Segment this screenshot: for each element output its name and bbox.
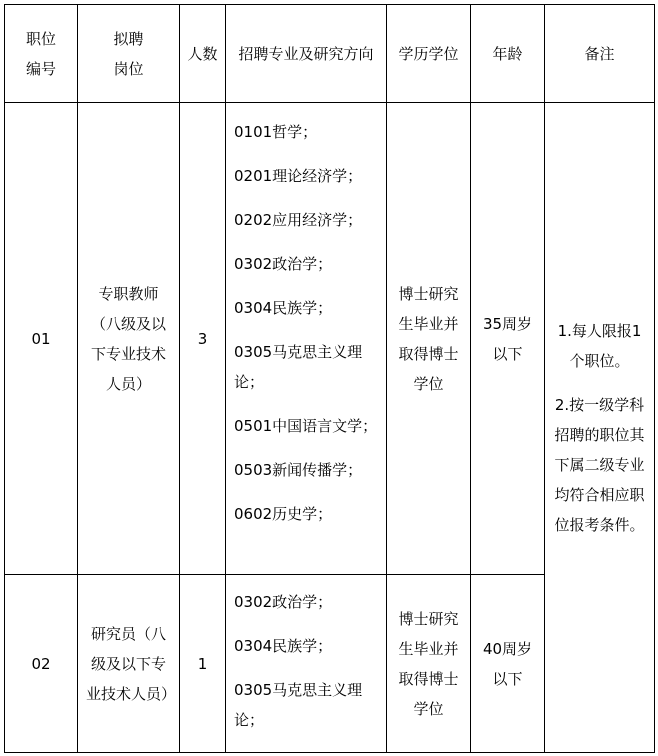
position-age-text: 35周岁以下 — [482, 314, 533, 363]
list-item: 0302政治学； — [234, 593, 333, 611]
list-item: 0202应用经济学； — [234, 211, 363, 229]
position-degree-text: 博士研究生毕业并取得博士学位 — [398, 609, 459, 718]
position-code: 01 — [5, 103, 78, 575]
table-row — [5, 103, 655, 575]
position-majors — [226, 103, 387, 575]
major-list — [226, 103, 386, 529]
note-2: 2.按一级学科招聘的职位其下属二级专业均符合相应职位报考条件。 — [554, 395, 645, 534]
position-age — [471, 103, 545, 575]
position-age-text: 40周岁以下 — [482, 639, 533, 688]
header-code — [5, 5, 78, 103]
list-item: 0302政治学； — [234, 255, 333, 273]
header-code-line2: 编号 — [25, 59, 56, 78]
notes-cell — [545, 103, 655, 753]
list-item: 0201理论经济学； — [234, 167, 363, 185]
header-count: 人数 — [180, 5, 226, 103]
list-item: 0503新闻传播学； — [234, 461, 363, 479]
note-1: 1.每人限报1个职位。 — [557, 321, 642, 370]
list-item: 0304民族学； — [234, 299, 333, 317]
position-post — [78, 103, 180, 575]
header-row — [5, 5, 655, 103]
position-age — [471, 575, 545, 753]
position-post — [78, 575, 180, 753]
header-degree: 学历学位 — [387, 5, 471, 103]
header-major: 招聘专业及研究方向 — [226, 5, 387, 103]
header-post — [78, 5, 180, 103]
list-item: 0101哲学； — [234, 123, 318, 141]
list-item: 0602历史学； — [234, 505, 333, 523]
position-count: 3 — [180, 103, 226, 575]
list-item: 0305马克思主义理论； — [234, 343, 363, 391]
list-item: 0305马克思主义理论； — [234, 681, 363, 729]
header-post-line1: 拟聘 — [113, 29, 144, 48]
position-post-text: 研究员（八级及以下专业技术人员） — [86, 624, 177, 703]
position-degree-text: 博士研究生毕业并取得博士学位 — [398, 284, 459, 393]
list-item: 0501中国语言文学； — [234, 417, 378, 435]
position-majors — [226, 575, 387, 753]
major-list — [226, 575, 386, 735]
position-degree — [387, 575, 471, 753]
header-age: 年龄 — [471, 5, 545, 103]
header-post-line2: 岗位 — [113, 59, 144, 78]
position-count: 1 — [180, 575, 226, 753]
position-post-text: 专职教师（八级及以下专业技术人员） — [90, 284, 166, 393]
position-code: 02 — [5, 575, 78, 753]
position-degree — [387, 103, 471, 575]
list-item: 0304民族学； — [234, 637, 333, 655]
header-code-line1: 职位 — [25, 29, 56, 48]
header-notes: 备注 — [545, 5, 655, 103]
recruitment-table — [4, 4, 655, 753]
